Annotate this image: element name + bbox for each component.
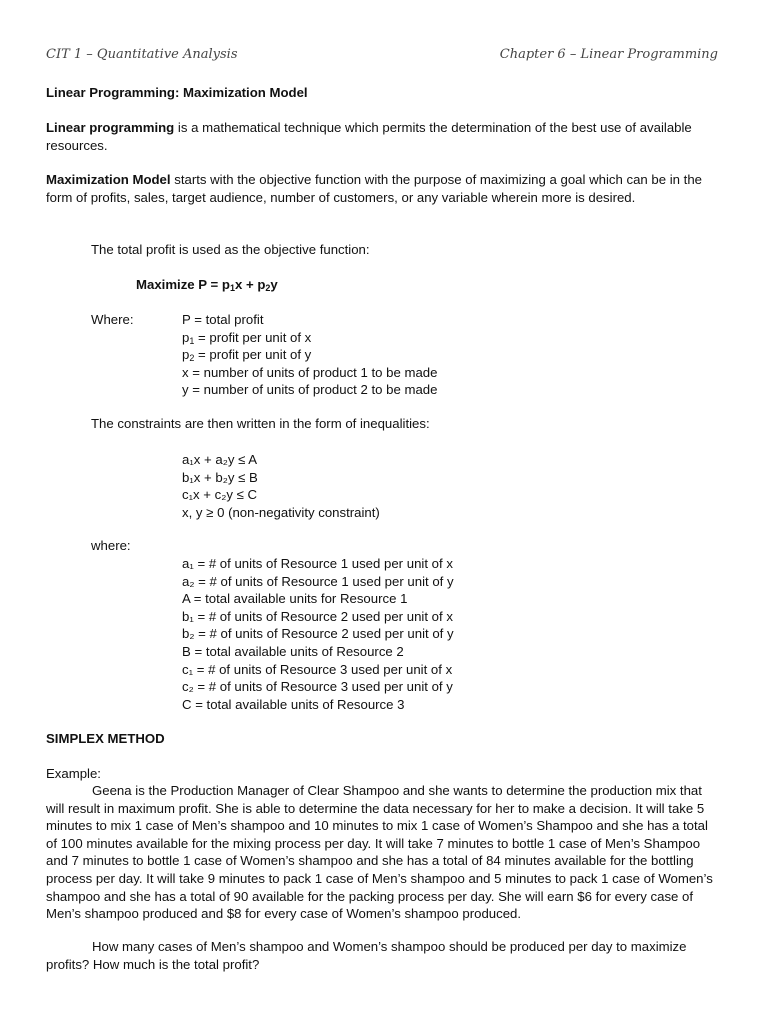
variable-list: [182, 311, 437, 399]
header-chapter: Chapter 6 – Linear Programming: [499, 47, 718, 62]
example-paragraph-1: [46, 782, 722, 923]
simplex-heading: SIMPLEX METHOD: [46, 731, 165, 746]
max-term: Maximization Model: [46, 172, 171, 187]
max-text: starts with the objective function with the purpose of maximizing a goal which can be in the form of profits, sales, target audience, number of customers, or any variable wherein more is desired.: [46, 172, 703, 205]
constraints-intro: The constraints are then written in the form of inequalities:: [91, 416, 430, 431]
constraint-item: c₁x + c₂y ≤ C: [182, 487, 258, 503]
resource-item: b₁ = # of units of Resource 2 used per unit of x: [182, 608, 453, 624]
max-definition: [46, 171, 722, 206]
variable-item: $p_1$ = profit per unit of x: [182, 329, 312, 346]
constraint-item: x, y ≥ 0 (non-negativity constraint): [182, 504, 380, 520]
obj-part: x + p: [234, 277, 266, 292]
page-title: Linear Programming: Maximization Model: [46, 85, 308, 100]
obj-part: Maximize P = p: [136, 277, 230, 292]
lp-text: is a mathematical technique which permits the determination of the best use of available resources.: [46, 120, 692, 153]
constraint-list: [182, 451, 380, 521]
variable-item: x = number of units of product 1 to be made: [182, 364, 438, 380]
obj-part: y: [270, 277, 278, 292]
objective-intro: The total profit is used as the objective function:: [91, 242, 370, 257]
objective-function: [136, 276, 278, 294]
example-label: Example:: [46, 766, 101, 781]
example-text-2: How many cases of Men’s shampoo and Women’s shampoo should be produced per day to maximize profits? How much is the total profit?: [46, 939, 687, 972]
variable-item: $p_2$ = profit per unit of y: [182, 347, 312, 364]
resource-list: [182, 555, 454, 713]
resource-item: a₁ = # of units of Resource 1 used per unit of x: [182, 556, 453, 571]
resource-item: c₁ = # of units of Resource 3 used per unit of x: [182, 661, 453, 677]
variable-item: y = number of units of product 2 to be made: [182, 382, 438, 398]
obj-sub: 1: [229, 283, 235, 293]
resource-item: a₂ = # of units of Resource 1 used per unit of y: [182, 573, 454, 589]
example-text-1: Geena is the Production Manager of Clear Shampoo and she wants to determine the production mix that will result in maximum profit. She is able to determine the data necessary for her to make a decision. It will take 5 minutes to mix 1 case of Men’s shampoo and 10 minutes to mix 1 case of Women’s Shampoo and she has a total of 100 minutes available for the mixing process per day. It will take 7 minutes to bottle 1 case of Men’s Shampoo and 7 minutes to bottle 1 case of Women’s shampoo and she has a total of 84 minutes available for the bottling process per day. It will take 9 minutes to pack 1 case of Men’s shampoo and 5 minutes to pack 1 case of Women’s shampoo and she has a total of 90 available for the packing process per day. She will earn $6 for every case of Men’s shampoo produced and $8 for every case of Women’s shampoo produced.: [46, 783, 713, 922]
lp-term: Linear programming: [46, 120, 175, 135]
resource-item: B = total available units of Resource 2: [182, 643, 404, 659]
constraint-item: a₁x + a₂y ≤ A: [182, 452, 258, 467]
example-paragraph-2: [46, 938, 722, 973]
header-course: CIT 1 – Quantitative Analysis: [46, 47, 238, 62]
resource-item: A = total available units for Resource 1: [182, 591, 408, 607]
where-label-2: where:: [91, 538, 131, 553]
resource-item: C = total available units of Resource 3: [182, 696, 405, 712]
variable-item: P = total profit: [182, 312, 264, 327]
resource-item: c₂ = # of units of Resource 3 used per unit of y: [182, 679, 453, 695]
where-label: Where:: [91, 312, 134, 327]
resource-item: b₂ = # of units of Resource 2 used per unit of y: [182, 626, 454, 642]
constraint-item: b₁x + b₂y ≤ B: [182, 469, 258, 485]
lp-definition: [46, 119, 722, 154]
obj-sub: 2: [265, 283, 271, 293]
